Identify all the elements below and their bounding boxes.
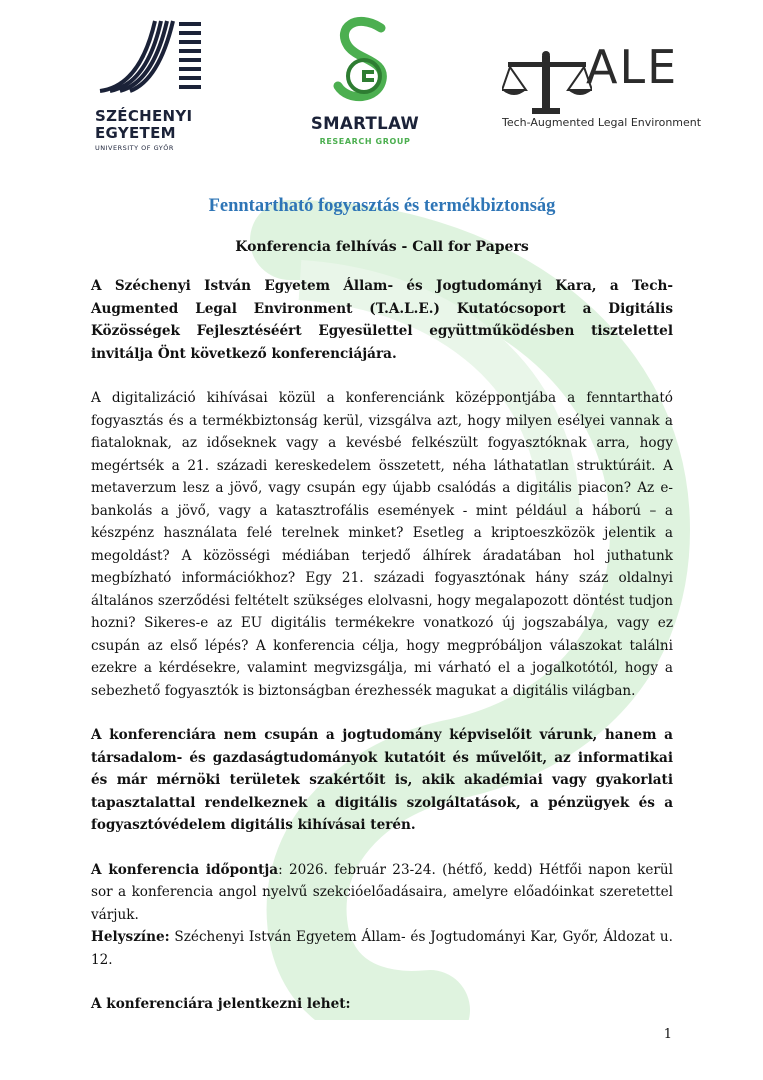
date-text: : 2026. február 23-24. (hétfő, kedd) Hétfői napon kerül sor a konferencia angol nyelvű szekcióelőadásaira, amelyre előadóinkat szeretettel várjuk.	[91, 861, 673, 923]
venue-text: Széchenyi István Egyetem Állam- és Jogtudományi Kar, Győr, Áldozat u. 12.	[91, 929, 673, 968]
page-subtitle: Konferencia felhívás - Call for Papers	[235, 239, 529, 255]
audience-paragraph: A konferenciára nem csupán a jogtudomány képviselőit várunk, hanem a társadalom- és gazdaságtudományok kutatóit és művelőit, az informatikai és már mérnöki területek szakértőit is, akik akadémiai vagy gyakorlati tapasztalattal rendelkeznek a digitális szolgáltatások, a pénzügyek és a fogyasztóvédelem digitális kihívásai terén.	[91, 727, 673, 833]
venue-paragraph	[91, 926, 673, 971]
szechenyi-emblem-icon	[95, 16, 215, 106]
date-label: A konferencia időpontja	[91, 861, 279, 878]
tale-logo-text: ALE	[586, 40, 679, 94]
page-title: Fenntartható fogyasztás és termékbiztonság	[208, 196, 556, 216]
tale-logo	[500, 42, 700, 142]
intro-paragraph: A Széchenyi István Egyetem Állam- és Jogtudományi Kara, a Tech-Augmented Legal Environment (T.A.L.E.) Kutatócsoport a Digitális Közösségek Fejlesztéséért Egyesülettel együttműködésben tisztelettel invitálja Önt következő konferenciájára.	[91, 278, 673, 362]
registration-heading: A konferenciára jelentkezni lehet:	[91, 996, 351, 1012]
document-body	[91, 196, 673, 1016]
smartlaw-subtitle: RESEARCH GROUP	[319, 137, 411, 146]
smartlaw-emblem-icon	[286, 14, 446, 109]
sze-name-line2: EGYETEM	[95, 124, 176, 142]
body-paragraph: A digitalizáció kihívásai közül a konferenciánk középpontjába a fenntartható fogyasztás és a termékbiztonság kerül, vizsgálva azt, hogy milyen esélyei vannak a fiataloknak, az időseknek vagy a kevésbé felkészült fogyasztóknak arra, hogy megértsék a 21. századi kereskedelem összetett, néha láthatatlan struktúráit. A metaverzum lesz a jövő, vagy csupán egy újabb csalódás a digitális piacon? Az e-bankolás a jövő, vagy a katasztrofális események - mint például a háború – a készpénz használata felé terelnek minket? Esetleg a kriptoeszközök jelentik a megoldást? A közösségi médiában terjedő álhírek áradatában hol juthatunk megbízható információkhoz? Egy 21. századi fogyasztónak hány száz oldalnyi általános szerződési feltételt szükséges elolvasni, hogy megalapozott döntést tudjon hozni? Sikeres-e az EU digitális termékekre vonatkozó új jogszabálya, vagy ez csupán az első lépés? A konferencia célja, hogy megpróbáljon válaszokat találni ezekre a kérdésekre, valamint megvizsgálja, mi várható el a jogalkotótól, hogy a sebezhető fogyasztók is biztonságban érezhessék magukat a digitális világban.	[91, 390, 673, 699]
smartlaw-logo	[286, 14, 446, 154]
page-number: 1	[663, 1027, 672, 1042]
szechenyi-university-logo	[95, 16, 215, 156]
sze-subtitle: UNIVERSITY OF GYŐR	[95, 144, 174, 152]
smartlaw-name: SMARTLAW	[310, 114, 420, 133]
sze-name-line1: SZÉCHENYI	[95, 107, 193, 125]
tale-logo-subtitle: Tech-Augmented Legal Environment	[502, 116, 702, 129]
date-paragraph	[91, 859, 673, 927]
venue-label: Helyszíne:	[91, 929, 170, 945]
scales-of-justice-icon	[502, 50, 592, 122]
